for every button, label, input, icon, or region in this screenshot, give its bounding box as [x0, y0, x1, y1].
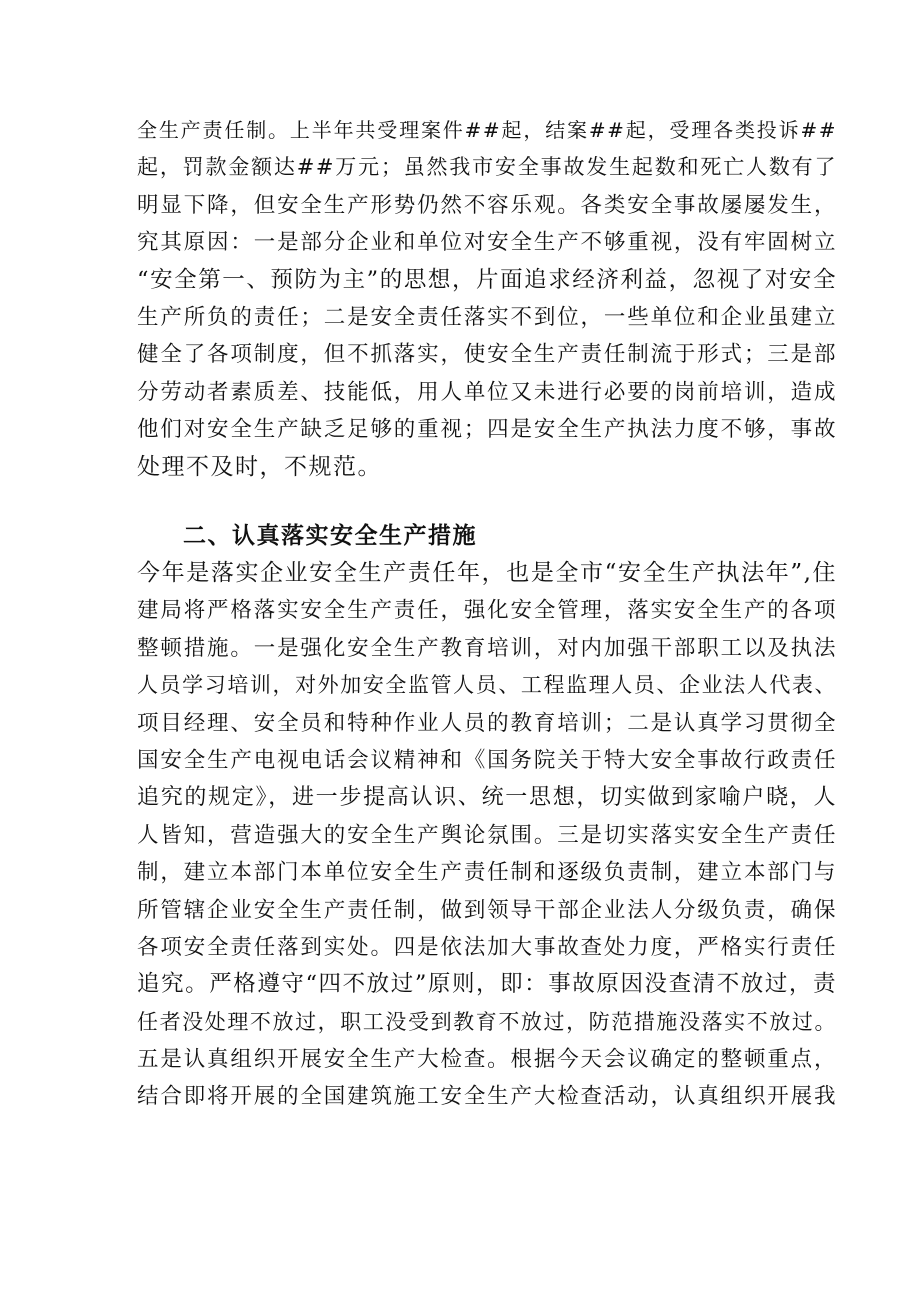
paragraph-line: 健全了各项制度，但不抓落实，使安全生产责任制流于形式；三是部 — [137, 342, 837, 368]
paragraph-line: “安全第一、预防为主”的思想，片面追求经济利益，忽视了对安全 — [137, 266, 837, 293]
paragraph-safety-status — [137, 112, 837, 486]
paragraph-line: 国安全生产电视电话会议精神和《国务院关于特大安全事故行政责任 — [137, 747, 837, 773]
paragraph-line: 分劳动者素质差、技能低，用人单位又未进行必要的岗前培训，造成 — [137, 379, 837, 405]
paragraph-line: 处理不及时，不规范。 — [137, 453, 382, 480]
paragraph-line: 所管辖企业安全生产责任制，做到领导干部企业法人分级负责，确保 — [137, 897, 837, 923]
paragraph-line: 结合即将开展的全国建筑施工安全生产大检查活动，认真组织开展我 — [137, 1084, 837, 1110]
paragraph-line: 项目经理、安全员和特种作业人员的教育培训；二是认真学习贯彻全 — [137, 710, 837, 736]
paragraph-line: 生产所负的责任；二是安全责任落实不到位，一些单位和企业虽建立 — [137, 304, 837, 330]
paragraph-line: 明显下降，但安全生产形势仍然不容乐观。各类安全事故屡屡发生， — [137, 192, 837, 218]
section-heading: 二、认真落实安全生产措施 — [183, 523, 477, 549]
paragraph-line: 建局将严格落实安全生产责任，强化安全管理，落实安全生产的各项 — [137, 598, 837, 624]
paragraph-line: 整顿措施。一是强化安全生产教育培训，对内加强干部职工以及执法 — [137, 635, 837, 661]
paragraph-line: 人员学习培训，对外加安全监管人员、工程监理人员、企业法人代表、 — [137, 673, 837, 698]
paragraph-line: 各项安全责任落到实处。四是依法加大事故查处力度，严格实行责任 — [137, 934, 837, 960]
paragraph-line: 制，建立本部门本单位安全生产责任制和逐级负责制，建立本部门与 — [137, 860, 837, 886]
paragraph-line: 全生产责任制。上半年共受理案件##起，结案##起，受理各类投诉## — [137, 118, 837, 142]
paragraph-safety-measures — [137, 555, 837, 1116]
paragraph-line: 究其原因：一是部分企业和单位对安全生产不够重视，没有牢固树立 — [137, 230, 837, 256]
paragraph-line: 五是认真组织开展安全生产大检查。根据今天会议确定的整顿重点， — [137, 1047, 837, 1073]
paragraph-line: 他们对安全生产缺乏足够的重视；四是安全生产执法力度不够，事故 — [137, 417, 837, 443]
paragraph-line: 任者没处理不放过，职工没受到教育不放过，防范措施没落实不放过。 — [137, 1009, 837, 1034]
paragraph-line: 人皆知，营造强大的安全生产舆论氛围。三是切实落实安全生产责任 — [137, 822, 837, 848]
paragraph-line: 追究。严格遵守“四不放过”原则，即：事故原因没查清不放过，责 — [137, 971, 837, 998]
paragraph-line: 今年是落实企业安全生产责任年，也是全市“安全生产执法年”,住 — [137, 560, 837, 586]
paragraph-line: 追究的规定》，进一步提高认识、统一思想，切实做到家喻户晓，人 — [137, 785, 837, 811]
paragraph-line: 起，罚款金额达##万元；虽然我市安全事故发生起数和死亡人数有了 — [137, 155, 837, 180]
